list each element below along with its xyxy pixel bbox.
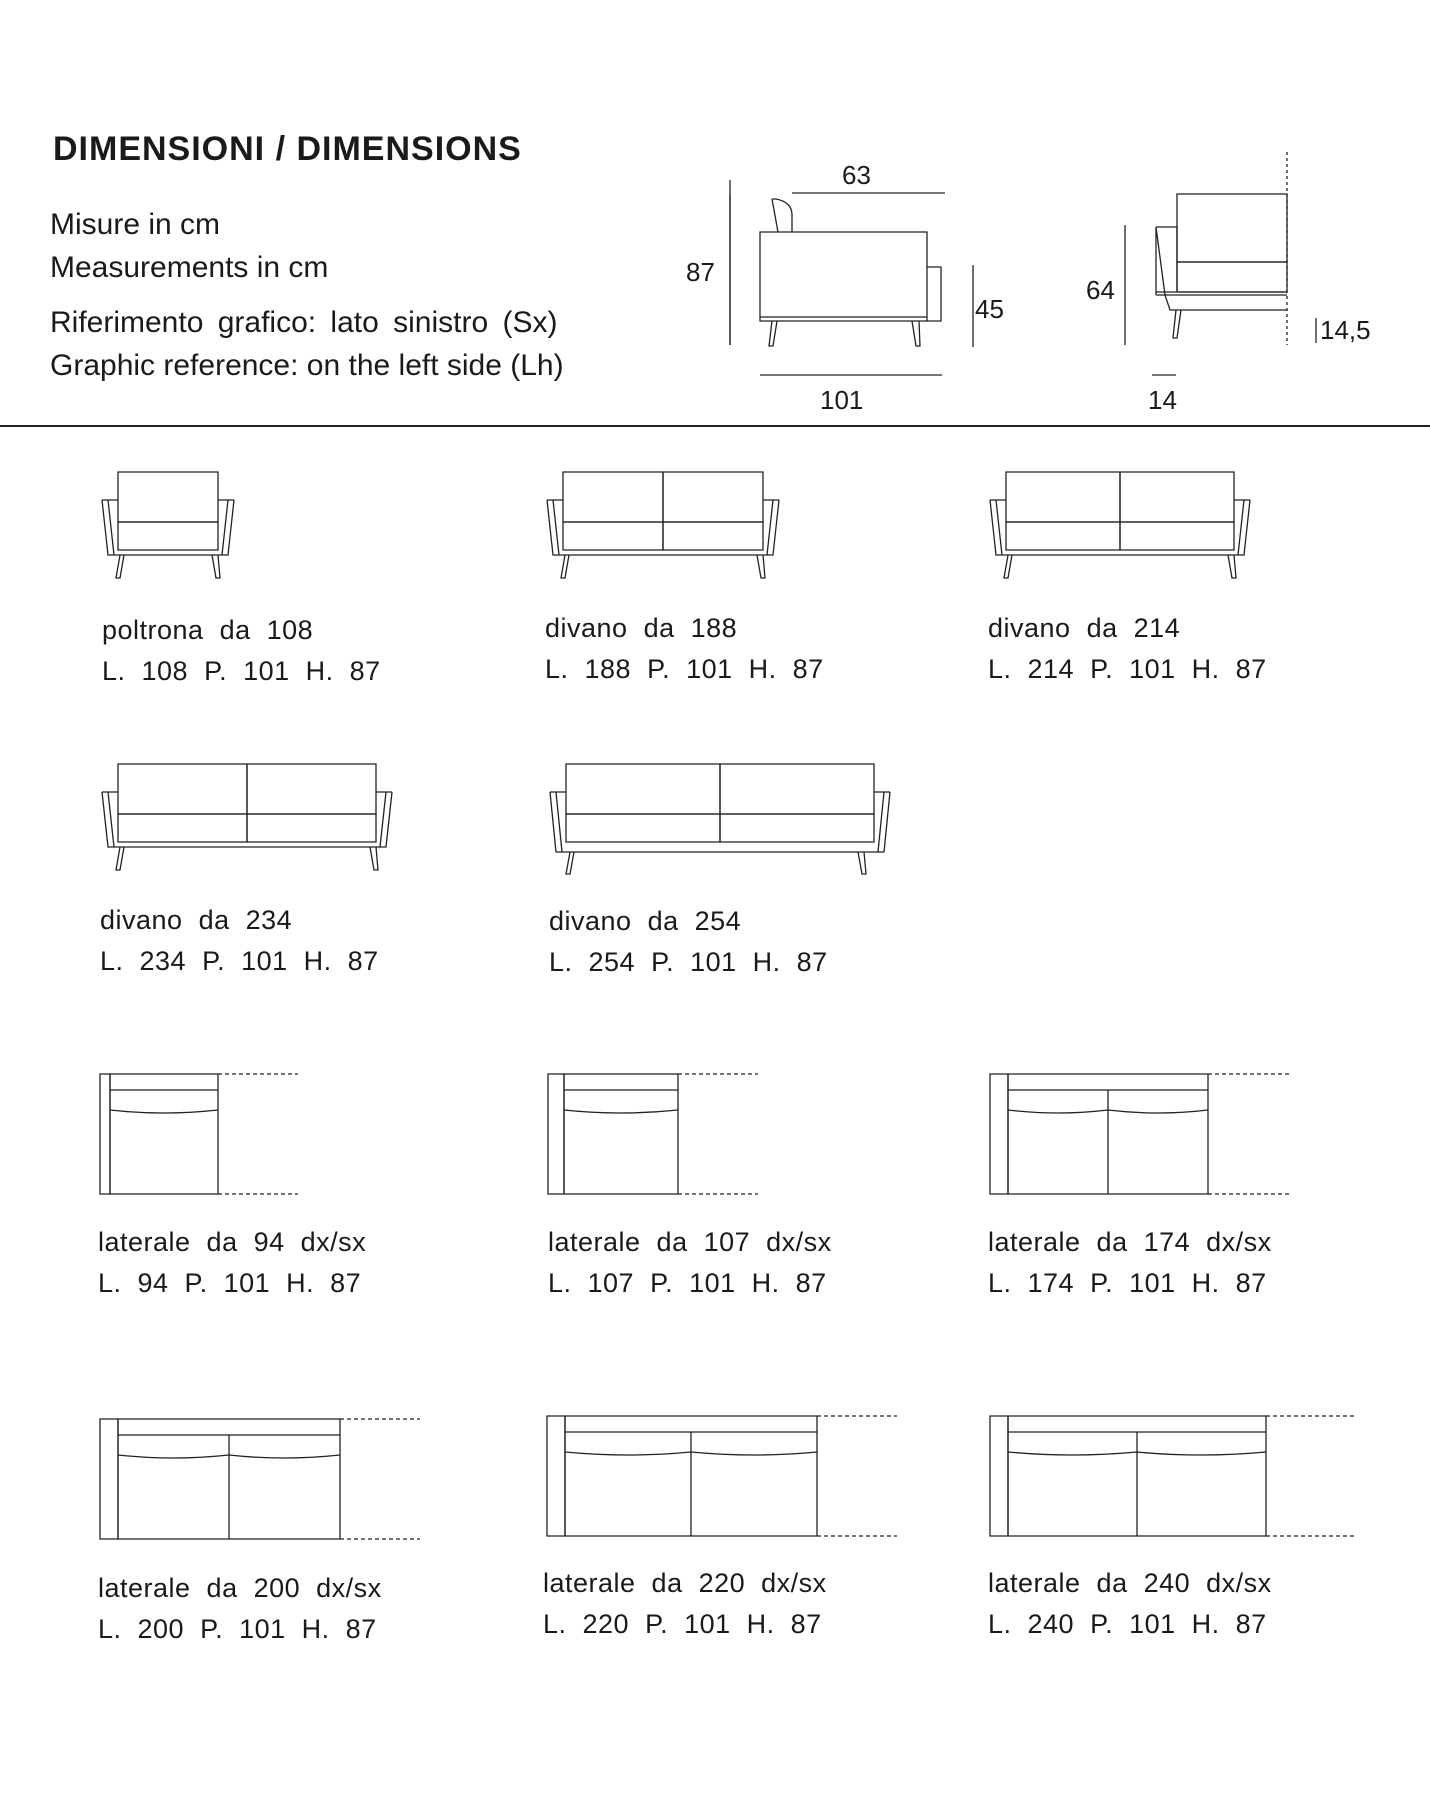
laterale-107-drawing bbox=[546, 1070, 761, 1195]
item-caption: laterale da 240 dx/sx L. 240 P. 101 H. 87 bbox=[988, 1568, 1272, 1639]
sofa-214-drawing bbox=[988, 470, 1253, 580]
laterale-94-drawing bbox=[98, 1070, 303, 1195]
side-depth-label: 101 bbox=[820, 385, 864, 415]
front-width-label: 14 bbox=[1148, 385, 1177, 415]
side-height-label: 87 bbox=[686, 257, 715, 287]
item-caption: laterale da 174 dx/sx L. 174 P. 101 H. 87 bbox=[988, 1227, 1272, 1298]
item-caption: divano da 234 L. 234 P. 101 H. 87 bbox=[100, 905, 379, 976]
header-line-3: Riferimento grafico: lato sinistro (Sx) bbox=[50, 306, 558, 339]
item-caption: laterale da 220 dx/sx L. 220 P. 101 H. 87 bbox=[543, 1568, 827, 1639]
page-title: DIMENSIONI / DIMENSIONS bbox=[53, 130, 522, 168]
item-caption: poltrona da 108 L. 108 P. 101 H. 87 bbox=[102, 615, 381, 686]
sofa-254-drawing bbox=[548, 762, 893, 872]
item-caption: divano da 188 L. 188 P. 101 H. 87 bbox=[545, 613, 824, 684]
front-detail-drawing bbox=[1120, 150, 1320, 390]
item-caption: divano da 214 L. 214 P. 101 H. 87 bbox=[988, 613, 1267, 684]
item-caption: laterale da 94 dx/sx L. 94 P. 101 H. 87 bbox=[98, 1227, 367, 1298]
sofa-188-drawing bbox=[545, 470, 785, 580]
side-arm-height-label: 45 bbox=[975, 294, 1004, 324]
side-view-drawing bbox=[720, 180, 980, 390]
side-depth-seat-label: 63 bbox=[842, 160, 871, 190]
item-caption: divano da 254 L. 254 P. 101 H. 87 bbox=[549, 906, 828, 977]
laterale-220-drawing bbox=[545, 1412, 900, 1537]
sofa-234-drawing bbox=[100, 762, 395, 872]
header-line-2: Measurements in cm bbox=[50, 251, 329, 284]
item-caption: laterale da 200 dx/sx L. 200 P. 101 H. 87 bbox=[98, 1573, 382, 1644]
laterale-240-drawing bbox=[988, 1412, 1358, 1537]
laterale-200-drawing bbox=[98, 1415, 423, 1540]
front-seat-height-label: 14,5 bbox=[1320, 315, 1371, 345]
item-caption: laterale da 107 dx/sx L. 107 P. 101 H. 87 bbox=[548, 1227, 832, 1298]
sofa-108-drawing bbox=[100, 470, 235, 580]
front-height-label: 64 bbox=[1086, 275, 1115, 305]
header-divider bbox=[0, 425, 1430, 427]
header-line-4: Graphic reference: on the left side (Lh) bbox=[50, 349, 564, 382]
header-line-1: Misure in cm bbox=[50, 208, 221, 241]
laterale-174-drawing bbox=[988, 1070, 1293, 1195]
